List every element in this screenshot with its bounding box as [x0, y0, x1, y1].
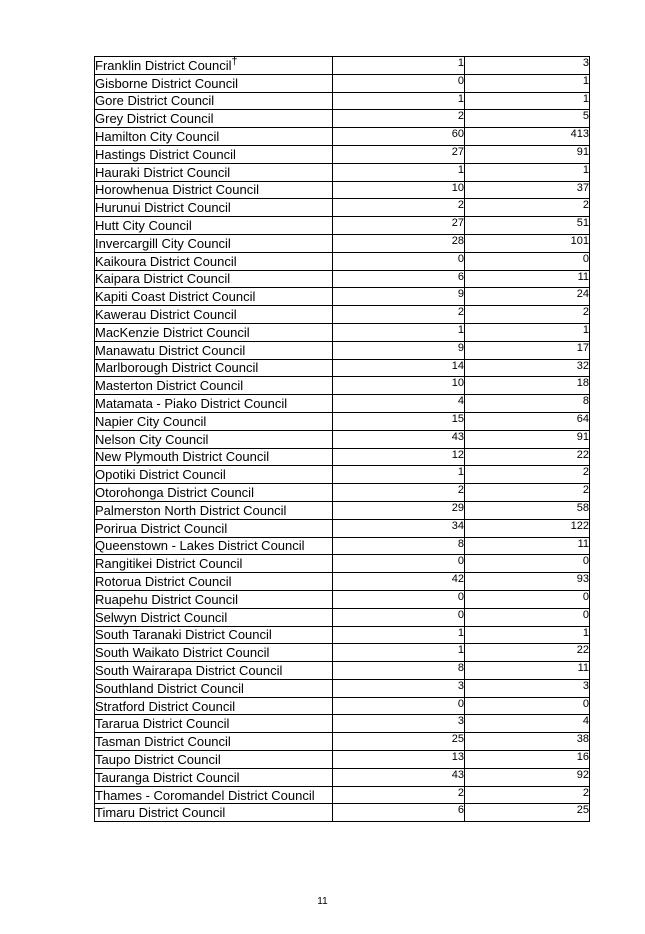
value-cell-first: 2 [333, 199, 465, 217]
council-name-cell [95, 644, 333, 662]
table-row [95, 768, 590, 786]
council-name-cell [95, 217, 333, 235]
council-name-cell [95, 608, 333, 626]
council-name: South Taranaki District Council [95, 627, 272, 643]
council-name: Selwyn District Council [95, 609, 228, 625]
council-name: Tararua District Council [95, 716, 230, 732]
table-row [95, 448, 590, 466]
council-name-cell [95, 199, 333, 217]
council-name: Tauranga District Council [95, 769, 240, 785]
value-cell-first: 25 [333, 733, 465, 751]
table-row [95, 590, 590, 608]
council-name-cell [95, 341, 333, 359]
value-cell-first: 27 [333, 217, 465, 235]
council-name-cell [95, 128, 333, 146]
table-row [95, 430, 590, 448]
value-cell-first: 10 [333, 181, 465, 199]
value-cell-first: 43 [333, 768, 465, 786]
council-name: Thames - Coromandel District Council [95, 787, 315, 803]
value-cell-first: 27 [333, 145, 465, 163]
value-cell-second: 38 [465, 733, 590, 751]
table-row [95, 270, 590, 288]
value-cell-second: 1 [465, 74, 590, 92]
table-row [95, 395, 590, 413]
table-row [95, 715, 590, 733]
value-cell-first: 10 [333, 377, 465, 395]
value-cell-second: 8 [465, 395, 590, 413]
value-cell-first: 8 [333, 537, 465, 555]
council-name: Taupo District Council [95, 751, 221, 767]
council-name-cell [95, 679, 333, 697]
council-name-cell [95, 323, 333, 341]
value-cell-second: 37 [465, 181, 590, 199]
value-cell-first: 9 [333, 341, 465, 359]
table-row [95, 733, 590, 751]
council-name-cell [95, 626, 333, 644]
table-row [95, 697, 590, 715]
value-cell-first: 2 [333, 484, 465, 502]
table-row [95, 145, 590, 163]
value-cell-second: 2 [465, 306, 590, 324]
value-cell-first: 2 [333, 786, 465, 804]
council-name-cell [95, 57, 333, 75]
value-cell-second: 1 [465, 626, 590, 644]
council-name: Rotorua District Council [95, 574, 232, 589]
council-name-cell [95, 163, 333, 181]
table-row [95, 804, 590, 822]
value-cell-second: 0 [465, 252, 590, 270]
value-cell-second: 2 [465, 786, 590, 804]
table-row [95, 679, 590, 697]
council-name: Gisborne District Council [95, 75, 239, 91]
council-name-cell [95, 537, 333, 555]
council-name: Tasman District Council [95, 734, 231, 750]
council-name: Opotiki District Council [95, 467, 226, 483]
value-cell-first: 1 [333, 323, 465, 341]
value-cell-second: 2 [465, 199, 590, 217]
council-name: Timaru District Council [95, 805, 226, 821]
value-cell-second: 0 [465, 608, 590, 626]
value-cell-first: 8 [333, 662, 465, 680]
value-cell-first: 2 [333, 110, 465, 128]
council-name-cell [95, 573, 333, 591]
value-cell-first: 43 [333, 430, 465, 448]
value-cell-first: 12 [333, 448, 465, 466]
table-row [95, 751, 590, 769]
council-name: Gore District Council [95, 93, 215, 109]
council-name: Southland District Council [95, 680, 244, 696]
value-cell-first: 2 [333, 306, 465, 324]
council-name: South Wairarapa District Council [95, 662, 283, 678]
council-table [94, 56, 590, 822]
council-name-cell [95, 74, 333, 92]
value-cell-first: 3 [333, 715, 465, 733]
table-row [95, 306, 590, 324]
value-cell-second: 22 [465, 644, 590, 662]
value-cell-first: 28 [333, 234, 465, 252]
council-name: MacKenzie District Council [95, 324, 250, 340]
value-cell-second: 5 [465, 110, 590, 128]
council-name-cell [95, 288, 333, 306]
council-name-cell [95, 733, 333, 751]
value-cell-first: 6 [333, 804, 465, 822]
table-row [95, 128, 590, 146]
value-cell-first: 0 [333, 697, 465, 715]
table-row [95, 234, 590, 252]
council-name: Kaipara District Council [95, 271, 231, 287]
value-cell-second: 16 [465, 751, 590, 769]
council-name: Marlborough District Council [95, 360, 259, 376]
council-name-cell [95, 359, 333, 377]
table-row [95, 57, 590, 75]
council-name-cell [95, 466, 333, 484]
council-name: Rangitikei District Council [95, 556, 243, 572]
table-row [95, 501, 590, 519]
table-row [95, 323, 590, 341]
council-name-cell [95, 697, 333, 715]
council-name-cell [95, 804, 333, 822]
value-cell-second: 11 [465, 662, 590, 680]
value-cell-second: 17 [465, 341, 590, 359]
value-cell-second: 0 [465, 697, 590, 715]
value-cell-second: 93 [465, 573, 590, 591]
value-cell-second: 18 [465, 377, 590, 395]
value-cell-second: 91 [465, 430, 590, 448]
table-row [95, 786, 590, 804]
value-cell-second: 1 [465, 323, 590, 341]
value-cell-second: 3 [465, 679, 590, 697]
value-cell-first: 34 [333, 519, 465, 537]
value-cell-second: 413 [465, 128, 590, 146]
council-name-cell [95, 715, 333, 733]
council-name-cell [95, 590, 333, 608]
council-name: South Waikato District Council [95, 645, 270, 661]
value-cell-first: 15 [333, 412, 465, 430]
council-name: Hurunui District Council [95, 200, 231, 216]
table-row [95, 359, 590, 377]
value-cell-first: 0 [333, 590, 465, 608]
council-name: Franklin District Council [95, 57, 232, 73]
value-cell-second: 24 [465, 288, 590, 306]
council-name-cell [95, 110, 333, 128]
council-name: Porirua District Council [95, 520, 228, 536]
table-row [95, 377, 590, 395]
council-name-cell [95, 92, 333, 110]
table-row [95, 110, 590, 128]
council-name-cell [95, 662, 333, 680]
value-cell-first: 6 [333, 270, 465, 288]
value-cell-second: 22 [465, 448, 590, 466]
value-cell-first: 60 [333, 128, 465, 146]
council-name: New Plymouth District Council [95, 449, 270, 465]
council-name-cell [95, 484, 333, 502]
council-name: Kawerau District Council [95, 307, 237, 323]
value-cell-second: 91 [465, 145, 590, 163]
value-cell-first: 0 [333, 74, 465, 92]
value-cell-first: 1 [333, 466, 465, 484]
value-cell-second: 11 [465, 537, 590, 555]
council-name: Nelson City Council [95, 431, 209, 447]
council-name: Horowhenua District Council [95, 182, 260, 198]
value-cell-first: 42 [333, 573, 465, 591]
table-row [95, 412, 590, 430]
council-name: Otorohonga District Council [95, 485, 254, 501]
council-name-cell [95, 252, 333, 270]
council-name-cell [95, 501, 333, 519]
table-row [95, 199, 590, 217]
table-row [95, 163, 590, 181]
council-name-cell [95, 555, 333, 573]
council-name: Masterton District Council [95, 378, 244, 394]
value-cell-second: 2 [465, 466, 590, 484]
table-row [95, 92, 590, 110]
value-cell-second: 58 [465, 501, 590, 519]
value-cell-second: 32 [465, 359, 590, 377]
table-row [95, 341, 590, 359]
value-cell-second: 122 [465, 519, 590, 537]
council-name: Kapiti Coast District Council [95, 289, 256, 305]
table-row [95, 608, 590, 626]
table-row [95, 573, 590, 591]
council-name: Hutt City Council [95, 218, 192, 234]
table-body [95, 57, 590, 822]
footnote-mark: † [231, 56, 238, 68]
council-name-cell [95, 181, 333, 199]
council-name-cell [95, 430, 333, 448]
council-name-cell [95, 519, 333, 537]
council-name-cell [95, 377, 333, 395]
table-row [95, 181, 590, 199]
council-name-cell [95, 768, 333, 786]
value-cell-second: 11 [465, 270, 590, 288]
page-number: 11 [317, 896, 328, 907]
value-cell-first: 1 [333, 57, 465, 75]
table-row [95, 217, 590, 235]
value-cell-second: 51 [465, 217, 590, 235]
council-name: Manawatu District Council [95, 342, 246, 358]
council-name-cell [95, 395, 333, 413]
council-name: Napier City Council [95, 413, 207, 429]
value-cell-second: 3 [465, 57, 590, 75]
value-cell-second: 25 [465, 804, 590, 822]
council-name: Ruapehu District Council [95, 591, 239, 607]
table-row [95, 484, 590, 502]
council-name-cell [95, 145, 333, 163]
council-name-cell [95, 751, 333, 769]
value-cell-first: 0 [333, 608, 465, 626]
table-row [95, 519, 590, 537]
value-cell-first: 4 [333, 395, 465, 413]
value-cell-first: 1 [333, 92, 465, 110]
table-row [95, 555, 590, 573]
council-name: Palmerston North District Council [95, 502, 287, 518]
council-name: Invercargill City Council [95, 235, 231, 251]
table-row [95, 626, 590, 644]
value-cell-first: 1 [333, 644, 465, 662]
value-cell-first: 3 [333, 679, 465, 697]
value-cell-first: 1 [333, 626, 465, 644]
value-cell-first: 9 [333, 288, 465, 306]
value-cell-first: 0 [333, 252, 465, 270]
council-name: Hamilton City Council [95, 129, 220, 145]
council-name: Kaikoura District Council [95, 253, 237, 269]
value-cell-second: 4 [465, 715, 590, 733]
value-cell-second: 0 [465, 555, 590, 573]
council-name: Stratford District Council [95, 698, 236, 714]
value-cell-first: 1 [333, 163, 465, 181]
council-name: Grey District Council [95, 111, 214, 127]
value-cell-first: 29 [333, 501, 465, 519]
value-cell-second: 101 [465, 234, 590, 252]
council-name-cell [95, 448, 333, 466]
value-cell-second: 64 [465, 412, 590, 430]
value-cell-second: 2 [465, 484, 590, 502]
table-row [95, 466, 590, 484]
value-cell-first: 14 [333, 359, 465, 377]
council-name: Matamata - Piako District Council [95, 396, 288, 412]
council-name: Queenstown - Lakes District Council [95, 538, 305, 554]
value-cell-first: 13 [333, 751, 465, 769]
council-name-cell [95, 270, 333, 288]
table-row [95, 252, 590, 270]
value-cell-second: 1 [465, 92, 590, 110]
value-cell-first: 0 [333, 555, 465, 573]
value-cell-second: 0 [465, 590, 590, 608]
council-name-cell [95, 786, 333, 804]
council-name: Hauraki District Council [95, 164, 231, 180]
table-row [95, 537, 590, 555]
council-name-cell [95, 412, 333, 430]
table-row [95, 644, 590, 662]
council-name-cell [95, 306, 333, 324]
table-row [95, 74, 590, 92]
table-row [95, 288, 590, 306]
council-name: Hastings District Council [95, 146, 236, 162]
value-cell-second: 1 [465, 163, 590, 181]
table-row [95, 662, 590, 680]
value-cell-second: 92 [465, 768, 590, 786]
council-name-cell [95, 234, 333, 252]
